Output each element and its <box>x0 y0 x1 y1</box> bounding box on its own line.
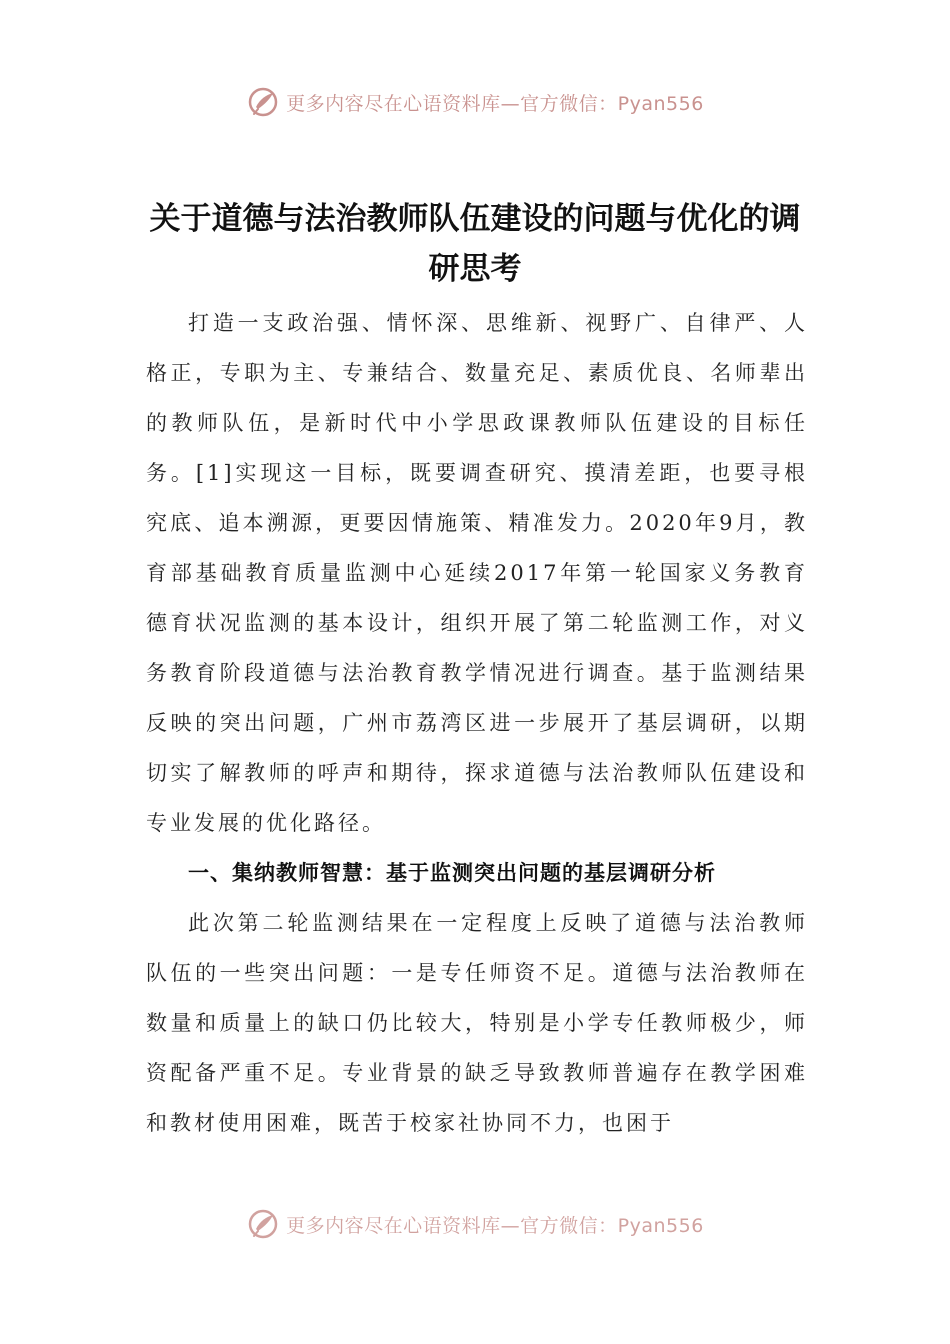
section-heading: 一、集纳教师智慧：基于监测突出问题的基层调研分析 <box>188 861 716 885</box>
watermark-footer <box>0 1204 950 1244</box>
watermark-text: 更多内容尽在心语资料库—官方微信：Pyan556 <box>286 92 704 115</box>
section-paragraph: 此次第二轮监测结果在一定程度上反映了道德与法治教师队伍的一些突出问题：一是专任师资不足。道德与法治教师在数量和质量上的缺口仍比较大，特别是小学专任教师极少，师资配备严重不足。专业背景的缺乏导致教师普遍存在教学困难和教材使用困难，既苦于校家社协同不力，也困于 <box>146 911 808 1135</box>
watermark-header <box>0 82 950 122</box>
pen-logo-icon <box>246 85 280 119</box>
watermark-text: 更多内容尽在心语资料库—官方微信：Pyan556 <box>286 1214 704 1237</box>
document-title: 关于道德与法治教师队伍建设的问题与优化的调研思考 <box>149 201 801 287</box>
intro-paragraph: 打造一支政治强、情怀深、思维新、视野广、自律严、人格正，专职为主、专兼结合、数量充足、素质优良、名师辈出的教师队伍，是新时代中小学思政课教师队伍建设的目标任务。[1]实现这一目标，既要调查研究、摸清差距，也要寻根究底、追本溯源，更要因情施策、精准发力。2020年9月，教育部基础教育质量监测中心延续2017年第一轮国家义务教育德育状况监测的基本设计，组织开展了第二轮监测工作，对义务教育阶段道德与法治教育教学情况进行调查。基于监测结果反映的突出问题，广州市荔湾区进一步展开了基层调研，以期切实了解教师的呼声和期待，探求道德与法治教师队伍建设和专业发展的优化路径。 <box>146 311 808 835</box>
pen-logo-icon <box>246 1207 280 1241</box>
document-body <box>146 298 808 1148</box>
